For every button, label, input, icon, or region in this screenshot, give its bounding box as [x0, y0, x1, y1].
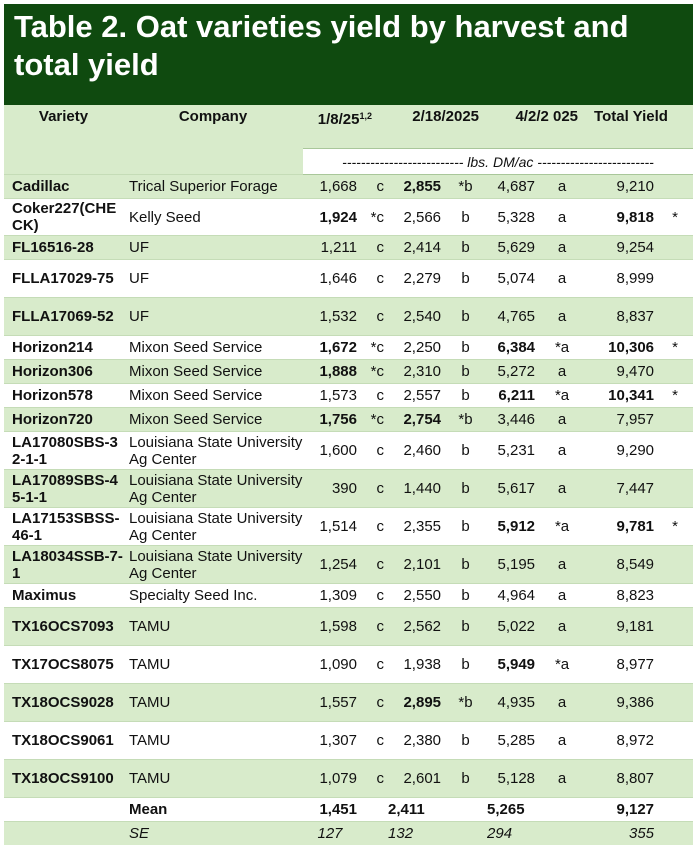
variety-cell: TX16OCS7093	[4, 608, 123, 646]
variety-cell: TX17OCS8075	[4, 646, 123, 684]
harvest-2-letter: b	[444, 360, 487, 384]
harvest-3-value: 5,231	[487, 432, 538, 470]
header-harvest-1-footnote: 1,2	[359, 111, 373, 121]
total-yield-star	[657, 722, 693, 760]
harvest-3-letter: a	[538, 236, 586, 260]
total-yield-value: 8,807	[586, 760, 657, 798]
company-cell: Louisiana State University Ag Center	[123, 508, 303, 546]
header-company: Company	[123, 105, 303, 149]
total-yield-value: 8,549	[586, 546, 657, 584]
harvest-1-value: 1,090	[303, 646, 360, 684]
harvest-2-letter: b	[444, 584, 487, 608]
harvest-1-letter: c	[360, 760, 386, 798]
table-row	[4, 470, 693, 508]
harvest-1-value: 1,573	[303, 384, 360, 408]
company-cell: Mixon Seed Service	[123, 336, 303, 360]
harvest-1-letter: *c	[360, 408, 386, 432]
total-yield-value: 9,181	[586, 608, 657, 646]
table-row	[4, 408, 693, 432]
total-yield-value: 9,210	[586, 175, 657, 199]
unit-row	[4, 149, 693, 175]
se-harvest-2: 132	[386, 822, 444, 845]
se-spacer	[657, 822, 693, 845]
company-cell: TAMU	[123, 722, 303, 760]
total-yield-value: 10,341	[586, 384, 657, 408]
harvest-3-letter: a	[538, 360, 586, 384]
se-total: 355	[586, 822, 657, 845]
company-cell: Louisiana State University Ag Center	[123, 470, 303, 508]
harvest-1-value: 1,672	[303, 336, 360, 360]
harvest-2-value: 2,855	[386, 175, 444, 199]
harvest-2-value: 2,562	[386, 608, 444, 646]
harvest-3-letter: a	[538, 760, 586, 798]
company-cell: TAMU	[123, 684, 303, 722]
table-row	[4, 298, 693, 336]
table-row	[4, 684, 693, 722]
header-harvest-1	[303, 105, 386, 149]
total-yield-value: 9,470	[586, 360, 657, 384]
variety-cell: LA17080SBS-32-1-1	[4, 432, 123, 470]
harvest-2-letter: b	[444, 470, 487, 508]
harvest-3-value: 5,285	[487, 722, 538, 760]
header-variety: Variety	[4, 105, 123, 149]
harvest-1-letter: c	[360, 432, 386, 470]
harvest-1-letter: c	[360, 384, 386, 408]
harvest-1-letter: c	[360, 584, 386, 608]
harvest-3-letter: a	[538, 584, 586, 608]
harvest-2-letter: *b	[444, 684, 487, 722]
mean-spacer	[538, 798, 586, 822]
table-body	[4, 175, 693, 845]
company-cell: Mixon Seed Service	[123, 384, 303, 408]
harvest-1-value: 1,668	[303, 175, 360, 199]
header-row	[4, 105, 693, 149]
harvest-2-letter: b	[444, 336, 487, 360]
harvest-2-letter: b	[444, 199, 487, 236]
variety-cell: Maximus	[4, 584, 123, 608]
harvest-2-value: 2,601	[386, 760, 444, 798]
harvest-1-letter: c	[360, 646, 386, 684]
harvest-2-value: 2,310	[386, 360, 444, 384]
harvest-2-letter: b	[444, 384, 487, 408]
harvest-3-letter: a	[538, 684, 586, 722]
variety-cell: LA17089SBS-45-1-1	[4, 470, 123, 508]
harvest-1-value: 1,307	[303, 722, 360, 760]
harvest-1-value: 1,598	[303, 608, 360, 646]
mean-label: Mean	[123, 798, 303, 822]
table-row	[4, 384, 693, 408]
total-yield-value: 8,823	[586, 584, 657, 608]
harvest-2-letter: b	[444, 722, 487, 760]
total-yield-star: *	[657, 336, 693, 360]
harvest-3-letter: *a	[538, 336, 586, 360]
table-row	[4, 236, 693, 260]
harvest-2-letter: b	[444, 508, 487, 546]
total-yield-value: 9,290	[586, 432, 657, 470]
harvest-1-value: 1,888	[303, 360, 360, 384]
total-yield-value: 10,306	[586, 336, 657, 360]
harvest-1-value: 1,756	[303, 408, 360, 432]
harvest-3-letter: *a	[538, 384, 586, 408]
company-cell: UF	[123, 260, 303, 298]
harvest-2-value: 2,414	[386, 236, 444, 260]
mean-spacer	[4, 798, 123, 822]
table-row	[4, 508, 693, 546]
variety-cell: Coker227(CHECK)	[4, 199, 123, 236]
total-yield-star	[657, 298, 693, 336]
harvest-3-value: 4,935	[487, 684, 538, 722]
variety-cell: Horizon306	[4, 360, 123, 384]
total-yield-star	[657, 608, 693, 646]
total-yield-star	[657, 546, 693, 584]
harvest-3-value: 5,272	[487, 360, 538, 384]
harvest-2-value: 2,355	[386, 508, 444, 546]
unit-spacer	[4, 149, 303, 175]
harvest-1-letter: c	[360, 546, 386, 584]
mean-harvest-1: 1,451	[303, 798, 360, 822]
harvest-2-value: 1,440	[386, 470, 444, 508]
variety-cell: TX18OCS9100	[4, 760, 123, 798]
variety-cell: FLLA17029-75	[4, 260, 123, 298]
harvest-3-value: 5,022	[487, 608, 538, 646]
harvest-1-letter: c	[360, 470, 386, 508]
harvest-1-letter: *c	[360, 336, 386, 360]
harvest-1-value: 1,514	[303, 508, 360, 546]
total-yield-value: 9,386	[586, 684, 657, 722]
se-harvest-1: 127	[303, 822, 360, 845]
total-yield-value: 9,254	[586, 236, 657, 260]
table-row	[4, 646, 693, 684]
total-yield-star	[657, 470, 693, 508]
oat-yield-table	[4, 105, 693, 845]
se-spacer	[444, 822, 487, 845]
company-cell: Trical Superior Forage	[123, 175, 303, 199]
total-yield-star	[657, 408, 693, 432]
harvest-3-letter: a	[538, 199, 586, 236]
harvest-1-value: 1,309	[303, 584, 360, 608]
table-row	[4, 608, 693, 646]
table-row	[4, 432, 693, 470]
table-row	[4, 260, 693, 298]
harvest-2-value: 2,460	[386, 432, 444, 470]
table-row	[4, 175, 693, 199]
header-harvest-1-date: 1/8/25	[317, 111, 360, 128]
harvest-3-letter: *a	[538, 508, 586, 546]
harvest-3-value: 5,629	[487, 236, 538, 260]
total-yield-star	[657, 175, 693, 199]
harvest-2-letter: b	[444, 236, 487, 260]
harvest-3-value: 4,765	[487, 298, 538, 336]
company-cell: Louisiana State University Ag Center	[123, 546, 303, 584]
company-cell: UF	[123, 298, 303, 336]
harvest-1-letter: *c	[360, 199, 386, 236]
harvest-3-letter: a	[538, 298, 586, 336]
harvest-3-value: 3,446	[487, 408, 538, 432]
total-yield-value: 7,447	[586, 470, 657, 508]
total-yield-star	[657, 360, 693, 384]
harvest-2-letter: b	[444, 432, 487, 470]
harvest-2-value: 2,550	[386, 584, 444, 608]
harvest-1-value: 1,079	[303, 760, 360, 798]
mean-spacer	[444, 798, 487, 822]
total-yield-star	[657, 584, 693, 608]
harvest-3-value: 5,195	[487, 546, 538, 584]
harvest-2-value: 2,540	[386, 298, 444, 336]
mean-harvest-2: 2,411	[386, 798, 444, 822]
variety-cell: TX18OCS9028	[4, 684, 123, 722]
harvest-2-value: 2,754	[386, 408, 444, 432]
se-spacer	[360, 822, 386, 845]
harvest-3-value: 5,949	[487, 646, 538, 684]
se-spacer	[4, 822, 123, 845]
header-total-yield: Total Yield	[586, 105, 693, 149]
se-label: SE	[123, 822, 303, 845]
total-yield-star	[657, 760, 693, 798]
harvest-3-value: 6,211	[487, 384, 538, 408]
harvest-2-value: 2,250	[386, 336, 444, 360]
harvest-3-value: 4,687	[487, 175, 538, 199]
variety-cell: FL16516-28	[4, 236, 123, 260]
header-harvest-3: 4/2/2 025	[487, 105, 586, 149]
harvest-1-value: 1,532	[303, 298, 360, 336]
harvest-2-value: 2,895	[386, 684, 444, 722]
harvest-2-letter: b	[444, 608, 487, 646]
table-row	[4, 360, 693, 384]
table-title: Table 2. Oat varieties yield by harvest and total yield	[4, 4, 693, 105]
total-yield-star	[657, 684, 693, 722]
variety-cell: TX18OCS9061	[4, 722, 123, 760]
harvest-2-value: 2,101	[386, 546, 444, 584]
harvest-3-letter: a	[538, 722, 586, 760]
total-yield-star: *	[657, 199, 693, 236]
company-cell: Kelly Seed	[123, 199, 303, 236]
harvest-1-letter: c	[360, 684, 386, 722]
harvest-2-value: 1,938	[386, 646, 444, 684]
harvest-3-letter: a	[538, 546, 586, 584]
se-row	[4, 822, 693, 845]
harvest-1-value: 1,254	[303, 546, 360, 584]
table-row	[4, 199, 693, 236]
table-row	[4, 336, 693, 360]
harvest-3-letter: *a	[538, 646, 586, 684]
total-yield-value: 7,957	[586, 408, 657, 432]
harvest-2-letter: b	[444, 260, 487, 298]
harvest-1-letter: c	[360, 260, 386, 298]
mean-row	[4, 798, 693, 822]
harvest-1-value: 1,646	[303, 260, 360, 298]
mean-spacer	[360, 798, 386, 822]
variety-cell: FLLA17069-52	[4, 298, 123, 336]
unit-label: -------------------------- lbs. DM/ac -------------------------	[303, 149, 693, 175]
total-yield-value: 9,818	[586, 199, 657, 236]
harvest-3-value: 5,128	[487, 760, 538, 798]
table-row	[4, 546, 693, 584]
variety-cell: Horizon720	[4, 408, 123, 432]
mean-spacer	[657, 798, 693, 822]
harvest-3-value: 4,964	[487, 584, 538, 608]
harvest-3-letter: a	[538, 432, 586, 470]
total-yield-value: 8,999	[586, 260, 657, 298]
harvest-2-letter: b	[444, 760, 487, 798]
total-yield-value: 9,781	[586, 508, 657, 546]
harvest-3-value: 5,617	[487, 470, 538, 508]
mean-harvest-3: 5,265	[487, 798, 538, 822]
harvest-2-letter: b	[444, 646, 487, 684]
variety-cell: Horizon578	[4, 384, 123, 408]
company-cell: Louisiana State University Ag Center	[123, 432, 303, 470]
harvest-2-letter: *b	[444, 408, 487, 432]
total-yield-star: *	[657, 384, 693, 408]
company-cell: Mixon Seed Service	[123, 408, 303, 432]
harvest-3-letter: a	[538, 175, 586, 199]
company-cell: TAMU	[123, 646, 303, 684]
variety-cell: LA17153SBSS-46-1	[4, 508, 123, 546]
harvest-1-letter: c	[360, 722, 386, 760]
harvest-2-value: 2,557	[386, 384, 444, 408]
harvest-3-letter: a	[538, 408, 586, 432]
harvest-3-value: 5,074	[487, 260, 538, 298]
harvest-1-value: 1,924	[303, 199, 360, 236]
harvest-3-value: 5,328	[487, 199, 538, 236]
company-cell: Mixon Seed Service	[123, 360, 303, 384]
total-yield-value: 8,837	[586, 298, 657, 336]
company-cell: Specialty Seed Inc.	[123, 584, 303, 608]
company-cell: TAMU	[123, 760, 303, 798]
mean-total: 9,127	[586, 798, 657, 822]
harvest-1-letter: c	[360, 298, 386, 336]
harvest-2-value: 2,380	[386, 722, 444, 760]
total-yield-star	[657, 236, 693, 260]
harvest-2-value: 2,279	[386, 260, 444, 298]
total-yield-star	[657, 432, 693, 470]
total-yield-value: 8,977	[586, 646, 657, 684]
harvest-1-value: 1,211	[303, 236, 360, 260]
harvest-1-value: 1,557	[303, 684, 360, 722]
harvest-2-value: 2,566	[386, 199, 444, 236]
se-spacer	[538, 822, 586, 845]
total-yield-star	[657, 646, 693, 684]
header-harvest-2: 2/18/2025	[386, 105, 487, 149]
se-harvest-3: 294	[487, 822, 538, 845]
harvest-3-value: 5,912	[487, 508, 538, 546]
harvest-1-letter: *c	[360, 360, 386, 384]
table-row	[4, 722, 693, 760]
harvest-1-value: 1,600	[303, 432, 360, 470]
harvest-1-letter: c	[360, 508, 386, 546]
table-row	[4, 584, 693, 608]
harvest-1-value: 390	[303, 470, 360, 508]
total-yield-value: 8,972	[586, 722, 657, 760]
harvest-3-letter: a	[538, 470, 586, 508]
harvest-3-value: 6,384	[487, 336, 538, 360]
variety-cell: Horizon214	[4, 336, 123, 360]
table-row	[4, 760, 693, 798]
harvest-3-letter: a	[538, 608, 586, 646]
harvest-1-letter: c	[360, 608, 386, 646]
harvest-2-letter: b	[444, 298, 487, 336]
harvest-3-letter: a	[538, 260, 586, 298]
variety-cell: LA18034SSB-7-1	[4, 546, 123, 584]
total-yield-star: *	[657, 508, 693, 546]
harvest-1-letter: c	[360, 236, 386, 260]
company-cell: UF	[123, 236, 303, 260]
company-cell: TAMU	[123, 608, 303, 646]
harvest-2-letter: *b	[444, 175, 487, 199]
harvest-2-letter: b	[444, 546, 487, 584]
total-yield-star	[657, 260, 693, 298]
variety-cell: Cadillac	[4, 175, 123, 199]
harvest-1-letter: c	[360, 175, 386, 199]
